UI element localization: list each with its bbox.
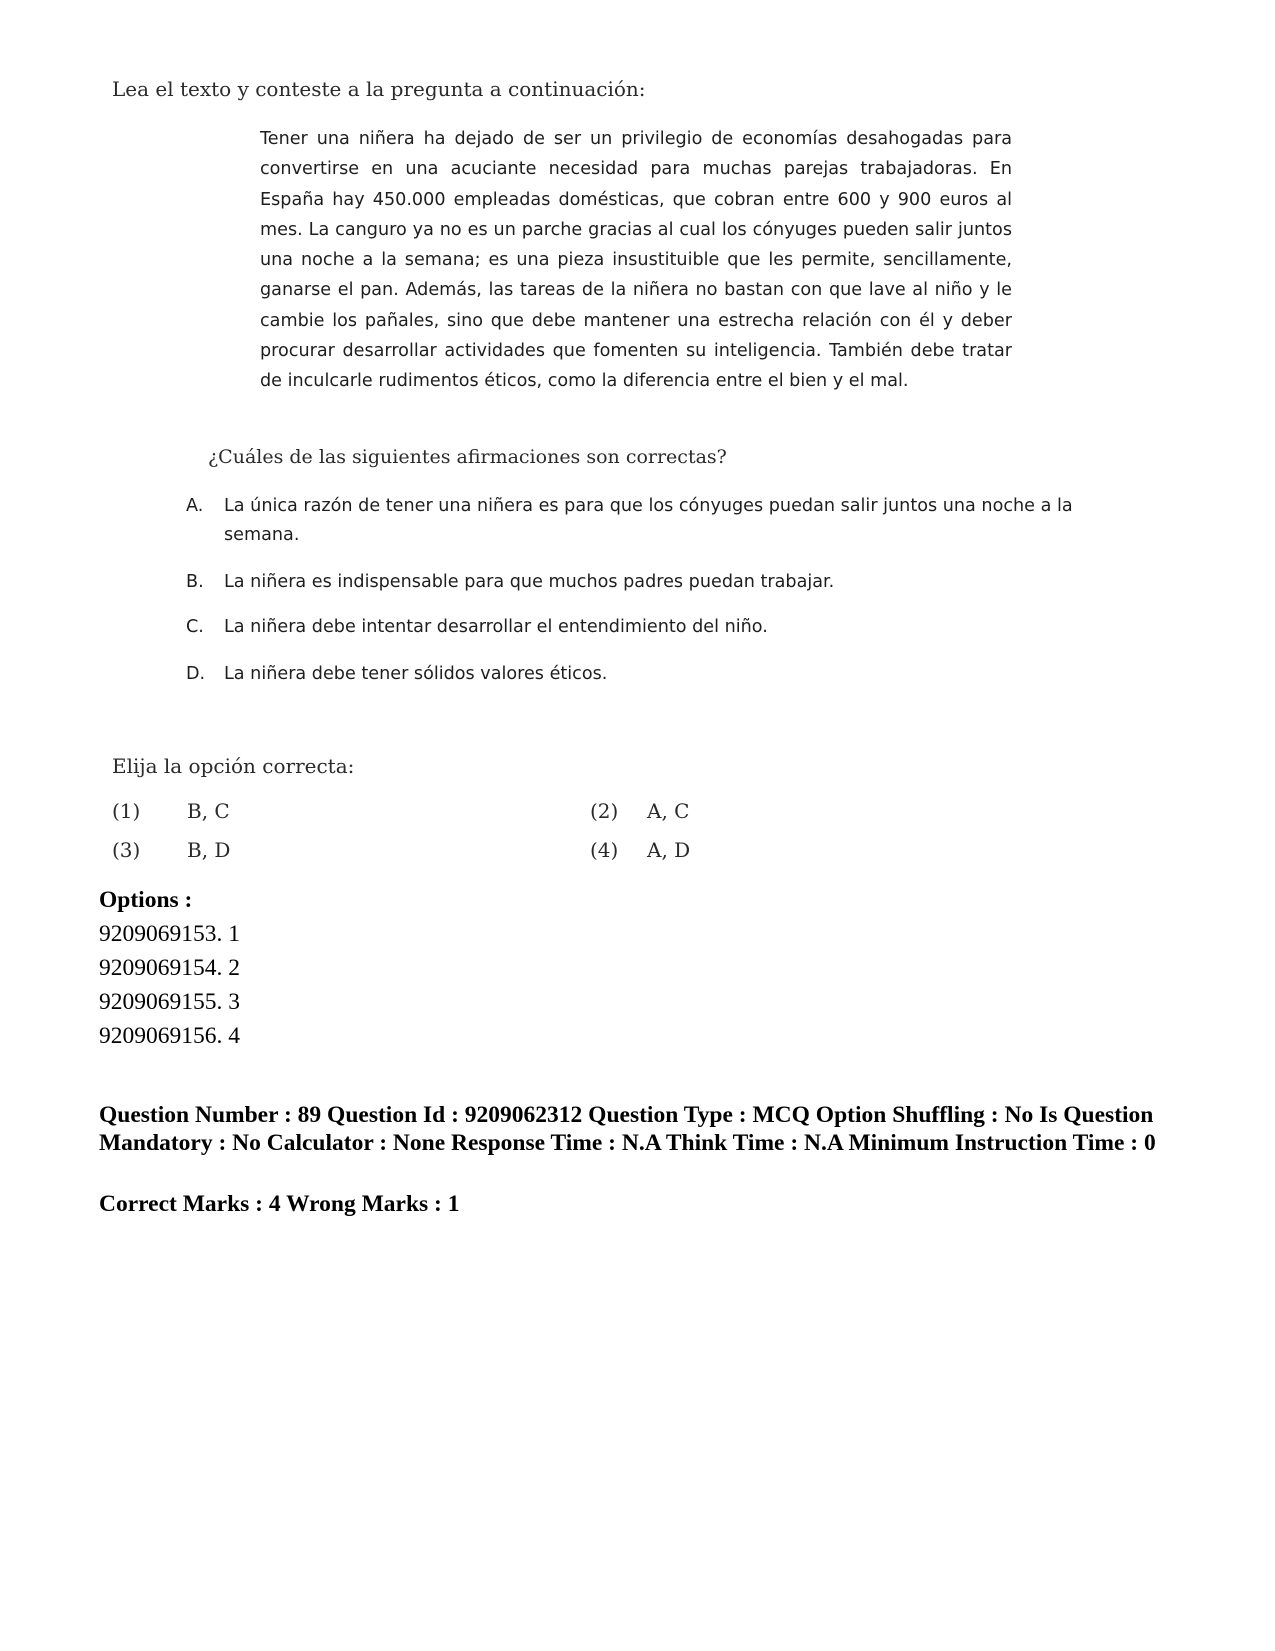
choice-number: (3)	[112, 838, 141, 862]
choice-text: B, C	[187, 799, 230, 823]
statement-letter: B.	[186, 572, 204, 592]
choice-text: A, C	[647, 799, 690, 823]
option-item: 9209069155. 3	[99, 989, 240, 1015]
question-metadata: Question Number : 89 Question Id : 9209062312 Question Type : MCQ Option Shuffling : No Is Question Mandatory : No Calculator : None Response Time : N.A Think Time : N.A Minimum Instruction Time : 0	[99, 1102, 1156, 1156]
statement-a	[186, 492, 1086, 550]
option-item: 9209069154. 2	[99, 955, 240, 981]
choice-1	[112, 799, 230, 823]
marks-info: Correct Marks : 4 Wrong Marks : 1	[99, 1191, 460, 1217]
choice-text: B, D	[187, 838, 231, 862]
choice-number: (4)	[590, 838, 619, 862]
choice-number: (1)	[112, 799, 141, 823]
choice-number: (2)	[590, 799, 619, 823]
instruction-text: Lea el texto y conteste a la pregunta a continuación:	[112, 77, 646, 101]
statement-letter: C.	[186, 617, 204, 637]
options-label: Options :	[99, 887, 193, 913]
statement-b	[186, 568, 1086, 597]
statement-text: La niñera debe intentar desarrollar el entendimiento del niño.	[224, 617, 768, 637]
question-text: ¿Cuáles de las siguientes afirmaciones son correctas?	[208, 446, 727, 468]
option-item: 9209069156. 4	[99, 1023, 240, 1049]
choose-label: Elija la opción correcta:	[112, 754, 355, 778]
choice-2	[590, 799, 689, 823]
choice-3	[112, 838, 230, 862]
statement-letter: A.	[186, 496, 204, 516]
reading-passage: Tener una niñera ha dejado de ser un privilegio de economías desahogadas para convertirse en una acuciante necesidad para muchas parejas trabajadoras. En España hay 450.000 empleadas domésticas, que cobran entre 600 y 900 euros al mes. La canguro ya no es un parche gracias al cual los cónyuges pueden salir juntos una noche a la semana; es una pieza insustituible que les permite, sencillamente, ganarse el pan. Además, las tareas de la niñera no bastan con que lave al niño y le cambie los pañales, sino que debe mantener una estrecha relación con él y deber procurar desarrollar actividades que fomenten su inteligencia. También debe tratar de inculcarle rudimentos éticos, como la diferencia entre el bien y el mal.	[260, 129, 1012, 392]
statement-text: La única razón de tener una niñera es para que los cónyuges puedan salir juntos una noche a la semana.	[224, 496, 1073, 545]
choice-4	[590, 838, 690, 862]
statement-c	[186, 613, 1086, 642]
statement-text: La niñera es indispensable para que muchos padres puedan trabajar.	[224, 572, 835, 592]
choice-text: A, D	[647, 838, 691, 862]
statement-d	[186, 660, 1086, 689]
option-item: 9209069153. 1	[99, 921, 240, 947]
statement-letter: D.	[186, 664, 206, 684]
statement-text: La niñera debe tener sólidos valores éticos.	[224, 664, 608, 684]
